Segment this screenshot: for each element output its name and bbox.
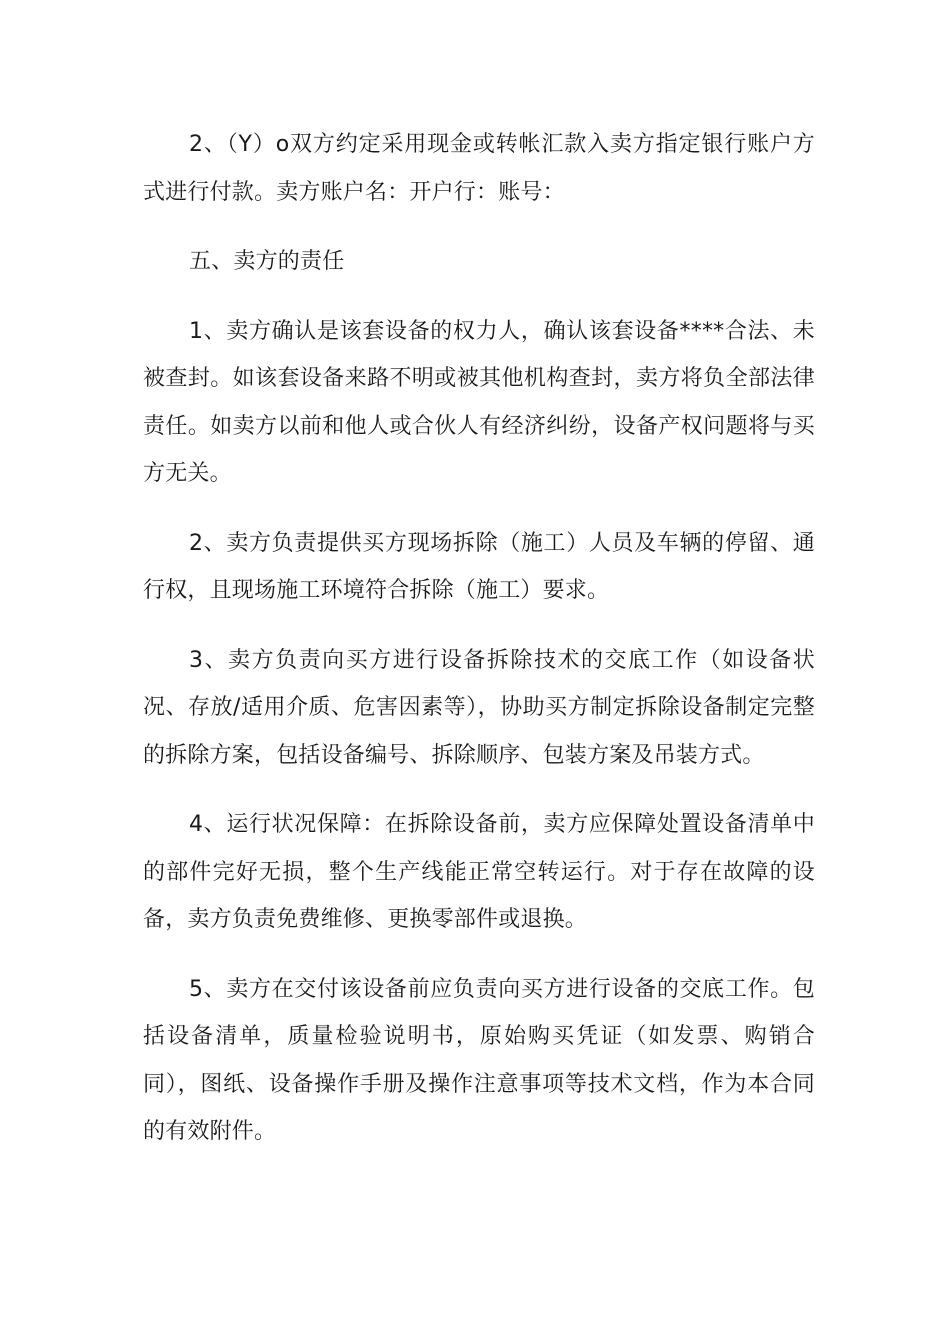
seller-clause-5-paragraph: 5、卖方在交付该设备前应负责向买方进行设备的交底工作。包括设备清单，质量检验说明书，原始购买凭证（如发票、购销合同），图纸、设备操作手册及操作注意事项等技术文档，作为本合同的有效附件。: [143, 976, 815, 1144]
section-heading-seller-responsibilities: 五、卖方的责任: [189, 249, 345, 274]
seller-clause-4-paragraph: 4、运行状况保障：在拆除设备前，卖方应保障处置设备清单中的部件完好无损，整个生产线能正常空转运行。对于存在故障的设备，卖方负责免费维修、更换零部件或退换。: [143, 812, 815, 932]
seller-clause-2-paragraph: 2、卖方负责提供买方现场拆除（施工）人员及车辆的停留、通行权，且现场施工环境符合拆除（施工）要求。: [143, 530, 815, 603]
document-body: [143, 121, 815, 1178]
seller-clause-3-paragraph: 3、卖方负责向买方进行设备拆除技术的交底工作（如设备状况、存放/适用介质、危害因素等），协助买方制定拆除设备制定完整的拆除方案，包括设备编号、拆除顺序、包装方案及吊装方式。: [143, 647, 815, 768]
seller-clause-1-paragraph: 1、卖方确认是该套设备的权力人，确认该套设备****合法、未被查封。如该套设备来路不明或被其他机构查封，卖方将负全部法律责任。如卖方以前和他人或合伙人有经济纠纷，设备产权问题将与买方无关。: [143, 318, 815, 486]
payment-clause-paragraph: 2、（Y）o双方约定采用现金或转帐汇款入卖方指定银行账户方式进行付款。卖方账户名：开户行：账号：: [143, 132, 815, 205]
